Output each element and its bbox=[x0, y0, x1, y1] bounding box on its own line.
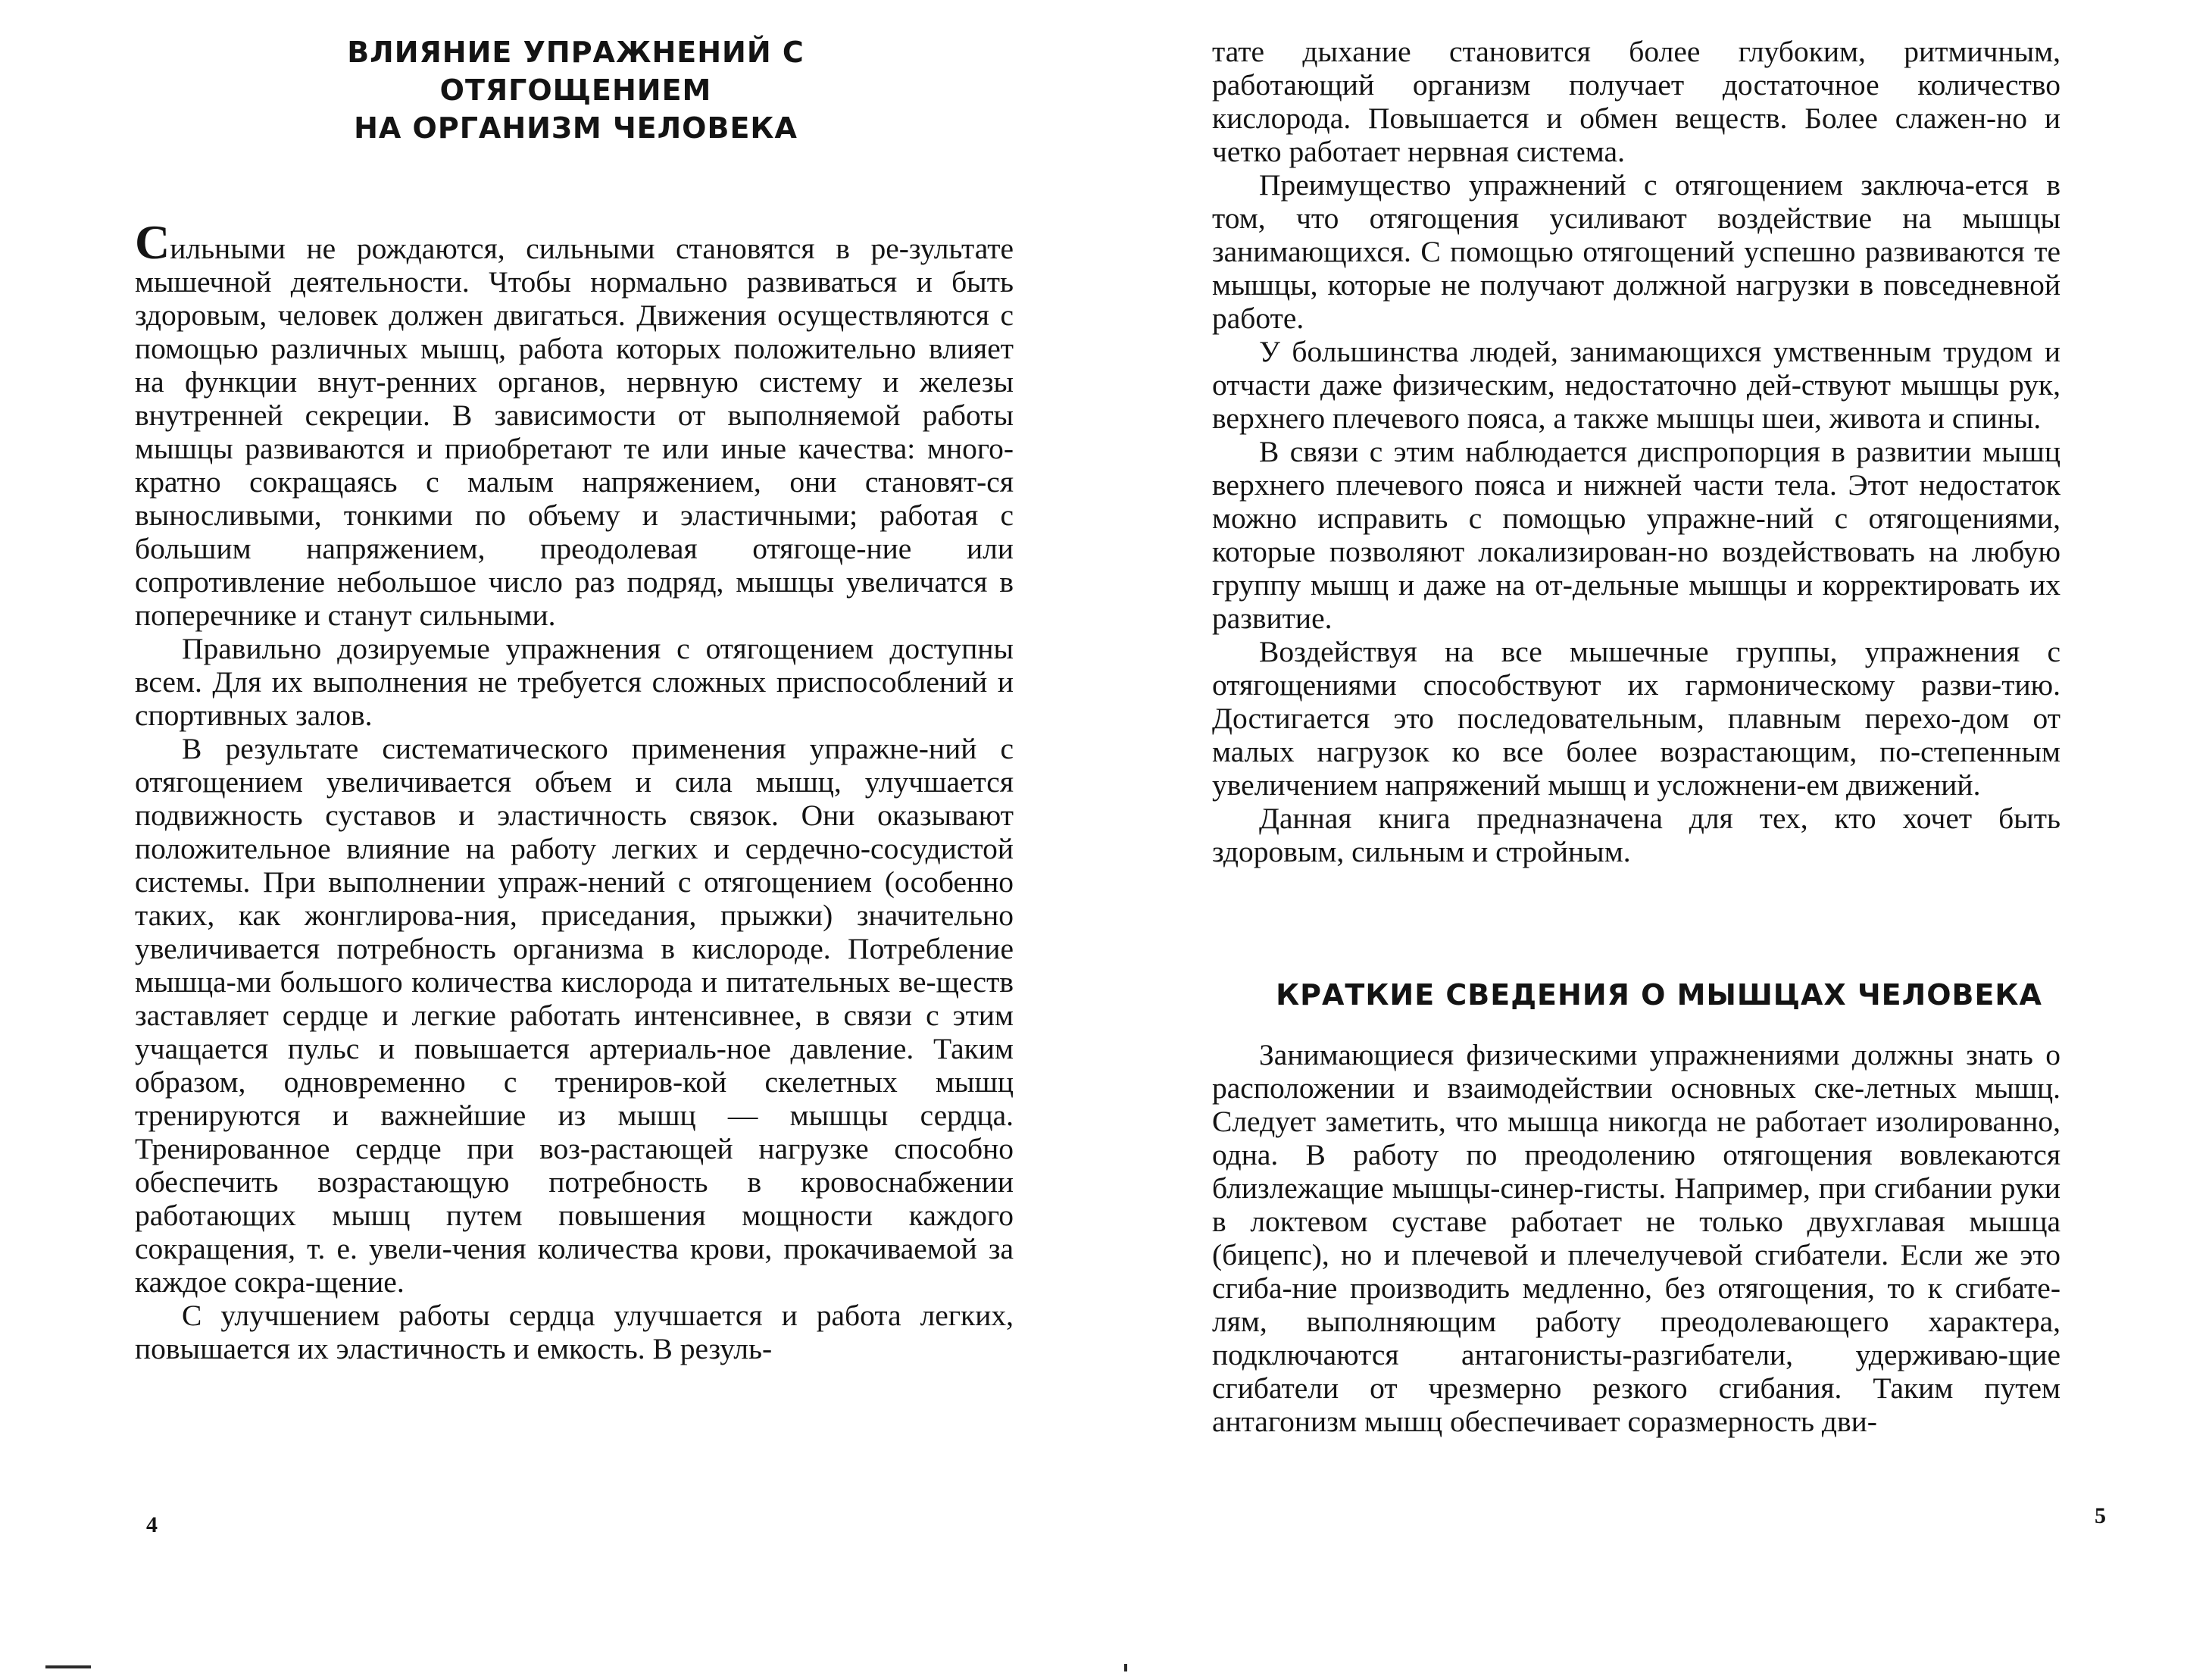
right-paragraph-6: Данная книга предназначена для тех, кто хочет быть здоровым, сильным и стройным. bbox=[1212, 802, 2060, 868]
left-page-number: 4 bbox=[146, 1512, 158, 1537]
left-paragraph-1: Сильными не рождаются, сильными становятся в ре-зультате мышечной деятельности. Чтобы нормально развиваться и быть здоровым, человек должен двигаться. Движения осуществляются с помощью различных мышц, работа которых положительно влияет на функции внут-ренних органов, нервную систему и железы внутренней секреции. В зависимости от выполняемой работы мышцы развиваются и приобретают те или иные качества: много-кратно сокращаясь с малым напряжением, они становят-ся выносливыми, тонкими по объему и эластичными; работая с большим напряжением, преодолевая отягоще-ние или сопротивление небольшое число раз подряд, мышцы увеличатся в поперечнике и станут сильными. bbox=[135, 215, 1014, 632]
scan-edge-mark bbox=[45, 1665, 91, 1668]
right-paragraph-3: У большинства людей, занимающихся умственным трудом и отчасти даже физическим, недостаточно дей-ствуют мышцы рук, верхнего плечевого пояса, а также мышцы шеи, живота и спины. bbox=[1212, 335, 2060, 435]
left-paragraph-4: С улучшением работы сердца улучшается и работа легких, повышается их эластичность и емкость. В резуль- bbox=[135, 1299, 1014, 1365]
right-paragraph-4: В связи с этим наблюдается диспропорция в развитии мышц верхнего плечевого пояса и нижней части тела. Этот недостаток можно исправить с помощью упражне-ний с отягощениями, которые позволяют локализирован-но воздействовать на любую группу мышц и даже на от-дельные мышцы и корректировать их развитие. bbox=[1212, 435, 2060, 635]
right-paragraph-1: тате дыхание становится более глубоким, ритмичным, работающий организм получает достаточное количество кислорода. Повышается и обмен веществ. Более слажен-но и четко работает нервная система. bbox=[1212, 35, 2060, 168]
left-heading-line2: НА ОРГАНИЗМ ЧЕЛОВЕКА bbox=[354, 111, 798, 145]
left-paragraph-2: Правильно дозируемые упражнения с отягощением доступны всем. Для их выполнения не требуется сложных приспособлений и спортивных залов. bbox=[135, 632, 1014, 732]
left-paragraph-3: В результате систематического применения упражне-ний с отягощением увеличивается объем и сила мышц, улучшается подвижность суставов и эластичность связок. Они оказывают положительное влияние на работу легких и сердечно-сосудистой системы. При выполнении упраж-нений с отягощением (особенно таких, как жонглирова-ния, приседания, прыжки) значительно увеличивается потребность организма в кислороде. Потребление мышца-ми большого количества кислорода и питательных ве-ществ заставляет сердце и легкие работать интенсивнее, в связи с этим учащается пульс и повышается артериаль-ное давление. Таким образом, одновременно с трениров-кой скелетных мышц тренируются и важнейшие из мышц — мышцы сердца. Тренированное сердце при воз-растающей нагрузке способно обеспечить возрастающую потребность в кровоснабжении работающих мышц путем повышения мощности каждого сокращения, т. е. увели-чения количества крови, прокачиваемой за каждое сокра-щение. bbox=[135, 732, 1014, 1299]
right-paragraph-5: Воздействуя на все мышечные группы, упражнения с отягощениями способствуют их гармоническому разви-тию. Достигается это последовательным, плавным перехо-дом от малых нагрузок ко все более возрастающим, по-степенным увеличением напряжений мышц и усложнени-ем движений. bbox=[1212, 635, 2060, 802]
right-section-body bbox=[1212, 1038, 2060, 1438]
drop-cap: С bbox=[135, 215, 170, 269]
right-section-heading: КРАТКИЕ СВЕДЕНИЯ О МЫШЦАХ ЧЕЛОВЕКА bbox=[1276, 978, 2042, 1012]
left-body-text bbox=[135, 215, 1014, 1365]
right-section-paragraph-1: Занимающиеся физическими упражнениями должны знать о расположении и взаимодействии основных ске-летных мышц. Следует заметить, что мышца никогда не работает изолированно, одна. В работу по преодолению отягощения вовлекаются близлежащие мышцы-синер-гисты. Например, при сгибании руки в локтевом суставе работает не только двухглавая мышца (бицепс), но и плечевой и плечелучевой сгибатели. Если же это сгиба-ние производить медленно, без отягощения, то к сгибате-лям, выполняющим работу преодолевающего характера, подключаются антагонисты-разгибатели, удерживаю-щие сгибатели от чрезмерно резкого сгибания. Таким путем антагонизм мышц обеспечивает соразмерность дви- bbox=[1212, 1038, 2060, 1438]
right-body-text bbox=[1212, 35, 2060, 868]
right-page-number: 5 bbox=[2095, 1503, 2106, 1528]
left-heading-line1: ВЛИЯНИЕ УПРАЖНЕНИЙ С ОТЯГОЩЕНИЕМ bbox=[347, 36, 805, 107]
left-chapter-heading bbox=[212, 33, 939, 147]
right-paragraph-2: Преимущество упражнений с отягощением заключа-ется в том, что отягощения усиливают воздействие на мышцы занимающихся. С помощью отягощений успешно развиваются те мышцы, которые не получают должной нагрузки в повседневной работе. bbox=[1212, 168, 2060, 335]
right-page bbox=[1106, 0, 2212, 1673]
scan-center-mark bbox=[1124, 1664, 1127, 1671]
